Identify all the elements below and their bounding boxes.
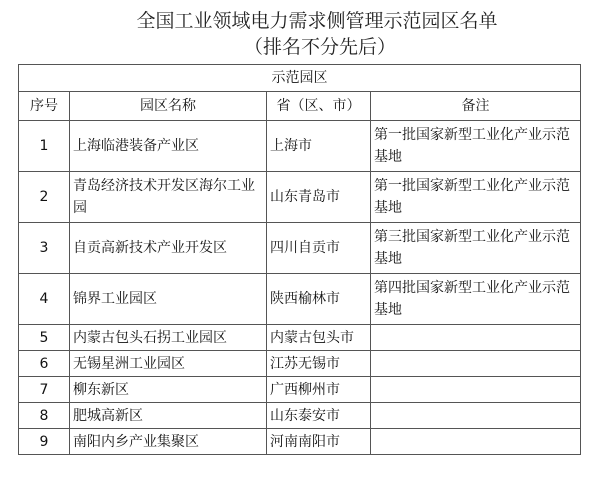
table-row (19, 223, 581, 274)
table-row (19, 377, 581, 403)
row-remarks: 第一批国家新型工业化产业示范基地 (371, 121, 581, 172)
table-row (19, 274, 581, 325)
table-row (19, 172, 581, 223)
park-table-body (19, 65, 581, 455)
row-remarks (371, 377, 581, 403)
row-remarks (371, 351, 581, 377)
row-remarks (371, 403, 581, 429)
row-park-name: 锦界工业园区 (70, 274, 267, 325)
row-province: 山东泰安市 (267, 403, 371, 429)
park-table (18, 64, 581, 455)
row-park-name: 上海临港装备产业区 (70, 121, 267, 172)
table-caption: 示范园区 (19, 65, 581, 92)
table-row (19, 325, 581, 351)
header-remarks: 备注 (371, 92, 581, 121)
row-province: 山东青岛市 (267, 172, 371, 223)
row-province: 江苏无锡市 (267, 351, 371, 377)
title-line-1: 全国工业领域电力需求侧管理示范园区名单 (136, 10, 498, 32)
header-park-name: 园区名称 (70, 92, 267, 121)
table-row (19, 403, 581, 429)
table-header-row (19, 92, 581, 121)
row-province: 广西柳州市 (267, 377, 371, 403)
row-index: 6 (19, 351, 70, 377)
row-index: 4 (19, 274, 70, 325)
row-index: 3 (19, 223, 70, 274)
row-index: 5 (19, 325, 70, 351)
row-park-name: 内蒙古包头石拐工业园区 (70, 325, 267, 351)
table-row (19, 351, 581, 377)
title-line-2: （排名不分先后） (243, 36, 396, 58)
header-province: 省（区、市） (267, 92, 371, 121)
table-row (19, 429, 581, 455)
row-province: 河南南阳市 (267, 429, 371, 455)
row-park-name: 无锡星洲工业园区 (70, 351, 267, 377)
row-park-name: 青岛经济技术开发区海尔工业园 (70, 172, 267, 223)
row-remarks: 第三批国家新型工业化产业示范基地 (371, 223, 581, 274)
header-index: 序号 (19, 92, 70, 121)
row-index: 1 (19, 121, 70, 172)
document-title (0, 8, 600, 60)
row-remarks (371, 429, 581, 455)
row-index: 9 (19, 429, 70, 455)
row-park-name: 肥城高新区 (70, 403, 267, 429)
table-caption-row (19, 65, 581, 92)
row-province: 四川自贡市 (267, 223, 371, 274)
row-province: 上海市 (267, 121, 371, 172)
table-row (19, 121, 581, 172)
row-park-name: 柳东新区 (70, 377, 267, 403)
row-province: 陕西榆林市 (267, 274, 371, 325)
row-index: 7 (19, 377, 70, 403)
row-remarks (371, 325, 581, 351)
row-remarks: 第一批国家新型工业化产业示范基地 (371, 172, 581, 223)
row-park-name: 自贡高新技术产业开发区 (70, 223, 267, 274)
row-park-name: 南阳内乡产业集聚区 (70, 429, 267, 455)
row-index: 2 (19, 172, 70, 223)
row-remarks: 第四批国家新型工业化产业示范基地 (371, 274, 581, 325)
row-index: 8 (19, 403, 70, 429)
row-province: 内蒙古包头市 (267, 325, 371, 351)
